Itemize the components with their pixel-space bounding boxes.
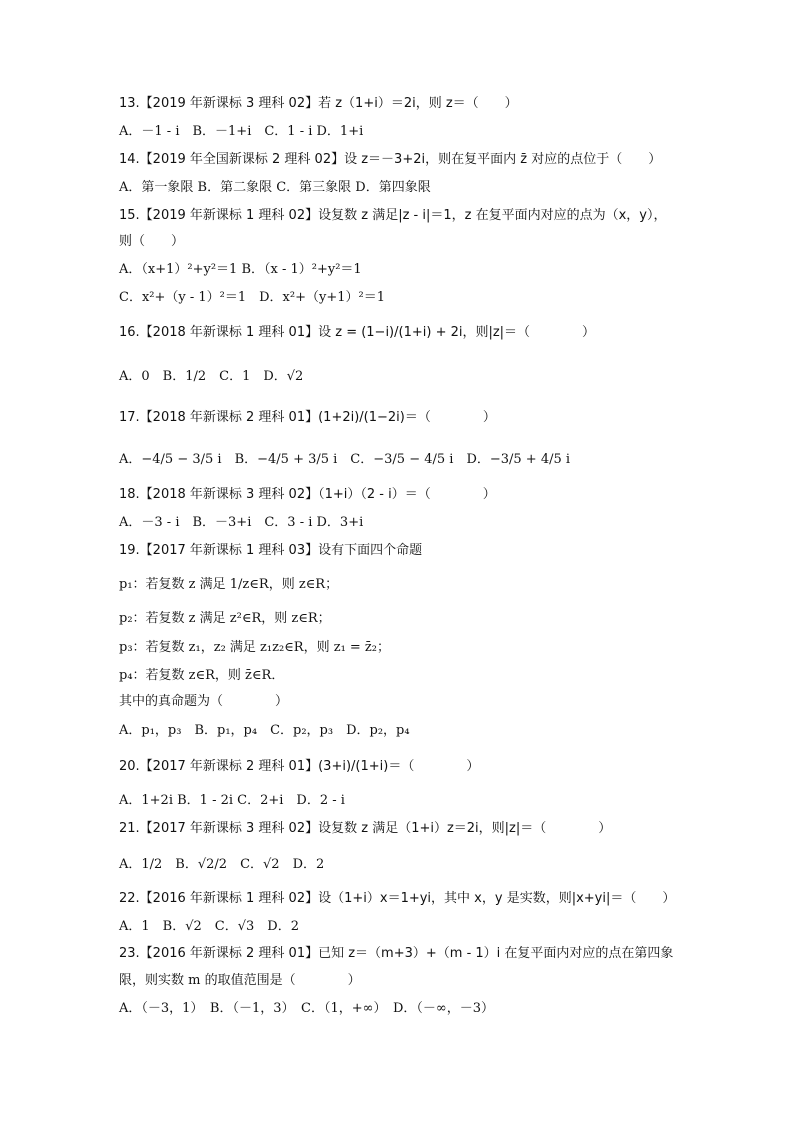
question-14-stem: 14.【2019 年全国新课标 2 理科 02】设 z＝－3+2i，则在复平面内 z̄ 对应的点位于（ ） <box>119 152 662 167</box>
proposition-p3: p₃：若复数 z₁，z₂ 满足 z₁z₂∈R，则 z₁ = z̄₂； <box>119 640 390 655</box>
question-23-stem-cont: 限，则实数 m 的取值范围是（ ） <box>119 973 361 988</box>
question-15-options-ab: A．（x+1）²+y²＝1 B．（x - 1）²+y²＝1 <box>119 262 362 277</box>
question-13-options: A．－1 - i B．－1+i C．1 - i D．1+i <box>119 124 364 139</box>
proposition-p4: p₄：若复数 z∈R，则 z̄∈R． <box>119 668 285 683</box>
question-22-stem: 22.【2016 年新课标 1 理科 02】设（1+i）x＝1+yi，其中 x，y 是实数，则|x+yi|＝（ ） <box>119 891 676 906</box>
question-16-options: A．0 B．1/2 C．1 D．√2 <box>119 369 304 384</box>
question-20-stem: 20.【2017 年新课标 2 理科 01】(3+i)/(1+i)＝（ ） <box>119 759 480 774</box>
question-19-options: A．p₁，p₃ B．p₁，p₄ C．p₂，p₃ D．p₂，p₄ <box>119 723 410 738</box>
question-21-options: A．1/2 B．√2/2 C．√2 D．2 <box>119 857 325 872</box>
question-16-stem: 16.【2018 年新课标 1 理科 01】设 z = (1−i)/(1+i) + 2i，则|z|＝（ ） <box>119 325 596 340</box>
question-23-stem: 23.【2016 年新课标 2 理科 01】已知 z＝（m+3）+（m - 1）i 在复平面内对应的点在第四象 <box>119 946 674 961</box>
question-17-options: A．−4/5 − 3/5 i B．−4/5 + 3/5 i C．−3/5 − 4/5 i D．−3/5 + 4/5 i <box>119 452 571 467</box>
question-20-options: A．1+2i B．1 - 2i C．2+i D．2 - i <box>119 793 345 808</box>
question-15-options-cd: C．x²+（y - 1）²＝1 D．x²+（y+1）²＝1 <box>119 290 385 305</box>
proposition-p2: p₂：若复数 z 满足 z²∈R，则 z∈R； <box>119 611 331 626</box>
question-18-stem: 18.【2018 年新课标 3 理科 02】（1+i）（2 - i）＝（ ） <box>119 487 496 502</box>
question-15-stem: 15.【2019 年新课标 1 理科 02】设复数 z 满足|z - i|＝1，z 在复平面内对应的点为（x，y）， <box>119 208 667 223</box>
question-17-stem: 17.【2018 年新课标 2 理科 01】(1+2i)/(1−2i)＝（ ） <box>119 410 496 425</box>
question-22-options: A．1 B．√2 C．√3 D．2 <box>119 919 299 934</box>
question-14-options: A．第一象限 B．第二象限 C．第三象限 D．第四象限 <box>119 180 431 195</box>
question-13-stem: 13.【2019 年新课标 3 理科 02】若 z（1+i）＝2i，则 z＝（ ） <box>119 96 518 111</box>
question-21-stem: 21.【2017 年新课标 3 理科 02】设复数 z 满足（1+i）z＝2i，则|z|＝（ ） <box>119 821 612 836</box>
question-19-prompt: 其中的真命题为（ ） <box>119 694 289 709</box>
question-19-stem: 19.【2017 年新课标 1 理科 03】设有下面四个命题 <box>119 543 423 558</box>
question-15-stem-cont: 则（ ） <box>119 234 185 249</box>
question-23-options: A．（－3，1） B．（－1，3） C．（1，+∞） D．（－∞，－3） <box>119 1001 494 1016</box>
question-18-options: A．－3 - i B．－3+i C．3 - i D．3+i <box>119 515 364 530</box>
proposition-p1: p₁：若复数 z 满足 1/z∈R，则 z∈R； <box>119 577 339 592</box>
